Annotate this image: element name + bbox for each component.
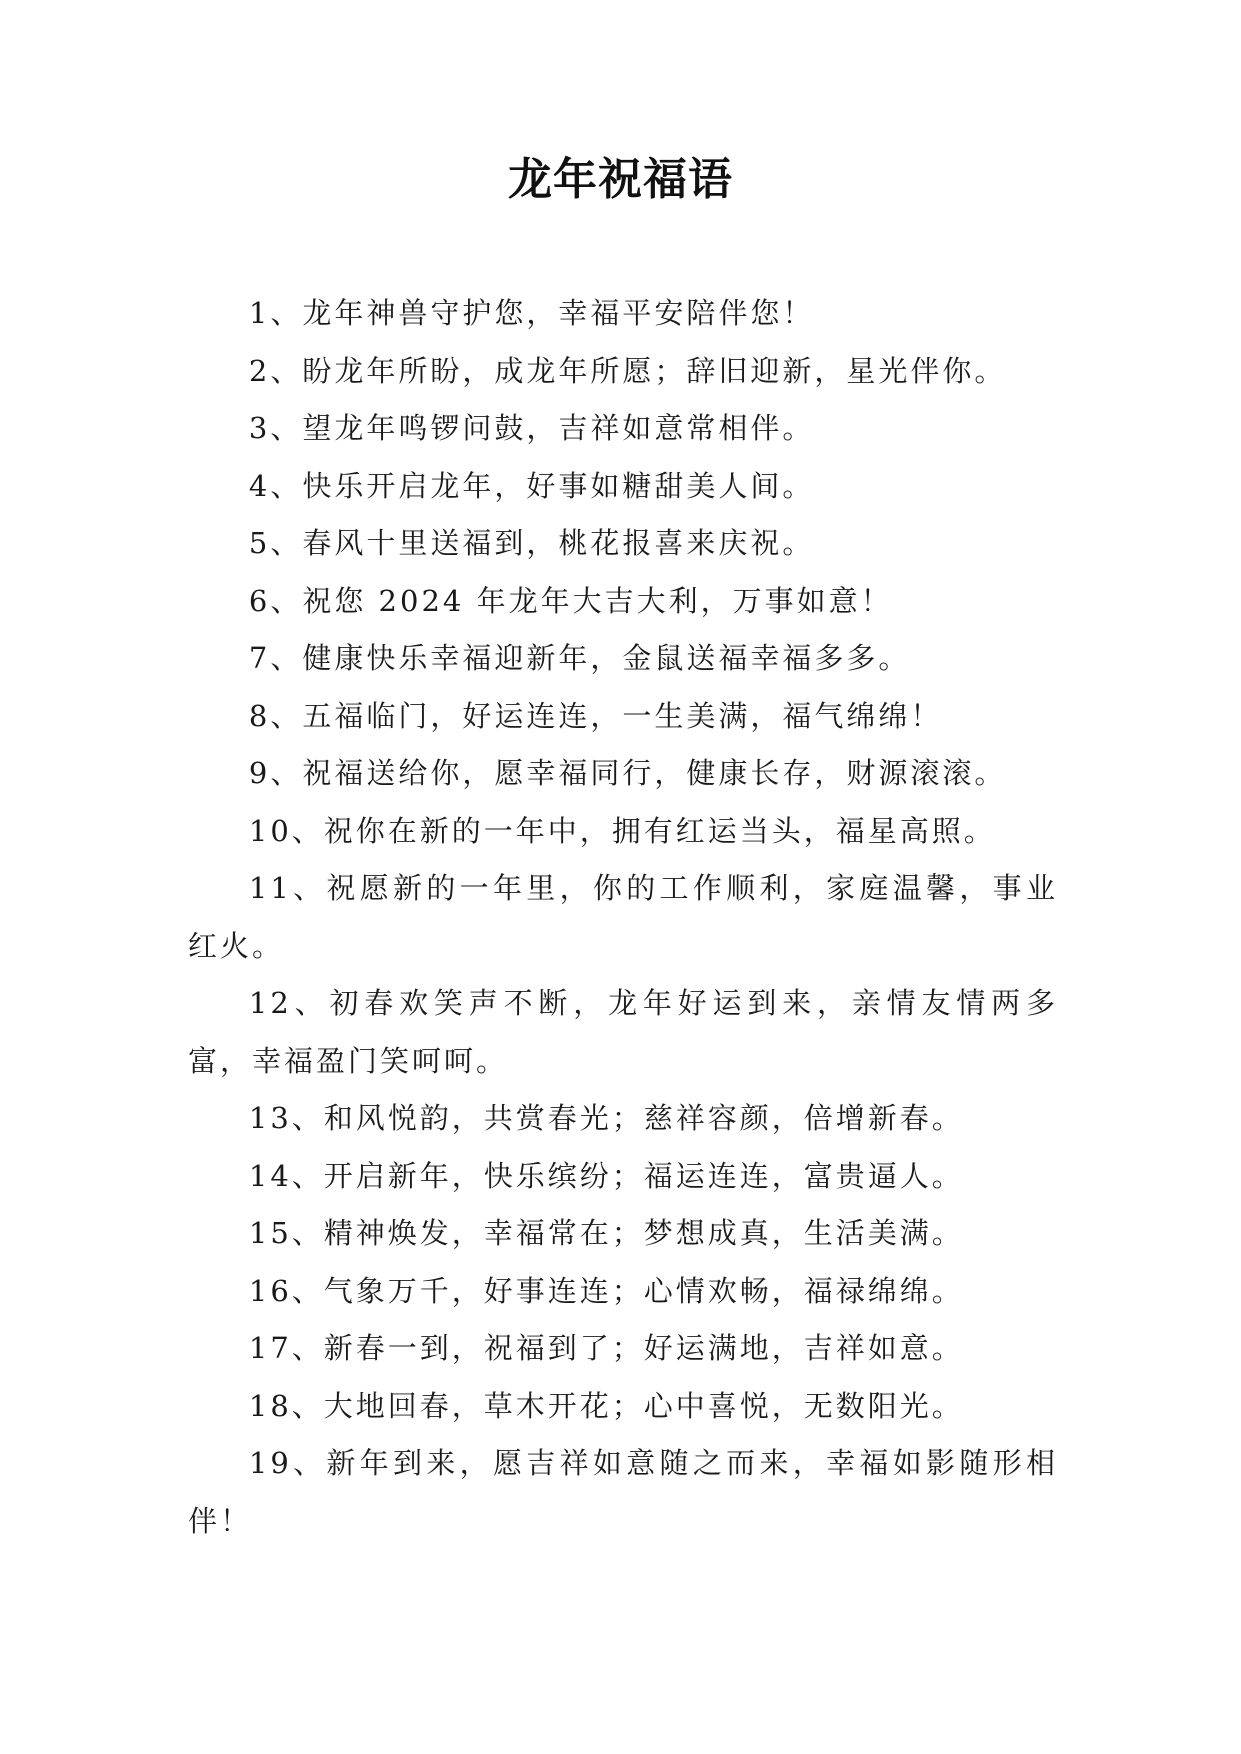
blessing-paragraph: 10、祝你在新的一年中，拥有红运当头，福星高照。 xyxy=(248,813,996,848)
blessing-paragraph: 1、龙年神兽守护您，幸福平安陪伴您！ xyxy=(248,296,815,330)
blessing-paragraph: 19、新年到来，愿吉祥如意随之而来，幸福如影随形相伴！ xyxy=(188,1446,1058,1538)
blessing-paragraph: 16、气象万千，好事连连；心情欢畅，福禄绵绵。 xyxy=(248,1273,964,1308)
blessing-paragraph: 18、大地回春，草木开花；心中喜悦，无数阳光。 xyxy=(248,1388,964,1423)
blessing-paragraph: 12、初春欢笑声不断，龙年好运到来，亲情友情两多富，幸福盈门笑呵呵。 xyxy=(188,986,1058,1078)
blessing-paragraph: 9、祝福送给你，愿幸福同行，健康长存，财源滚滚。 xyxy=(248,756,1007,790)
blessing-paragraph: 5、春风十里送福到，桃花报喜来庆祝。 xyxy=(248,526,815,560)
blessing-paragraph: 3、望龙年鸣锣问鼓，吉祥如意常相伴。 xyxy=(248,411,815,445)
blessing-paragraph: 15、精神焕发，幸福常在；梦想成真，生活美满。 xyxy=(248,1216,964,1250)
blessing-paragraph: 17、新春一到，祝福到了；好运满地，吉祥如意。 xyxy=(248,1331,964,1365)
document-title: 龙年祝福语 xyxy=(508,154,733,205)
document-body xyxy=(188,285,1058,1550)
blessing-paragraph: 8、五福临门，好运连连，一生美满，福气绵绵！ xyxy=(248,698,943,733)
blessing-paragraph: 13、和风悦韵，共赏春光；慈祥容颜，倍增新春。 xyxy=(248,1101,964,1135)
blessing-paragraph: 14、开启新年，快乐缤纷；福运连连，富贵逼人。 xyxy=(248,1158,964,1193)
blessing-paragraph: 6、祝您 2024 年龙年大吉大利，万事如意！ xyxy=(248,583,893,618)
blessing-paragraph: 2、盼龙年所盼，成龙年所愿；辞旧迎新，星光伴你。 xyxy=(248,353,1007,388)
blessing-paragraph: 7、健康快乐幸福迎新年，金鼠送福幸福多多。 xyxy=(248,641,911,675)
blessing-paragraph: 4、快乐开启龙年，好事如糖甜美人间。 xyxy=(248,468,815,503)
blessing-paragraph: 11、祝愿新的一年里，你的工作顺利，家庭温馨，事业红火。 xyxy=(188,871,1058,963)
